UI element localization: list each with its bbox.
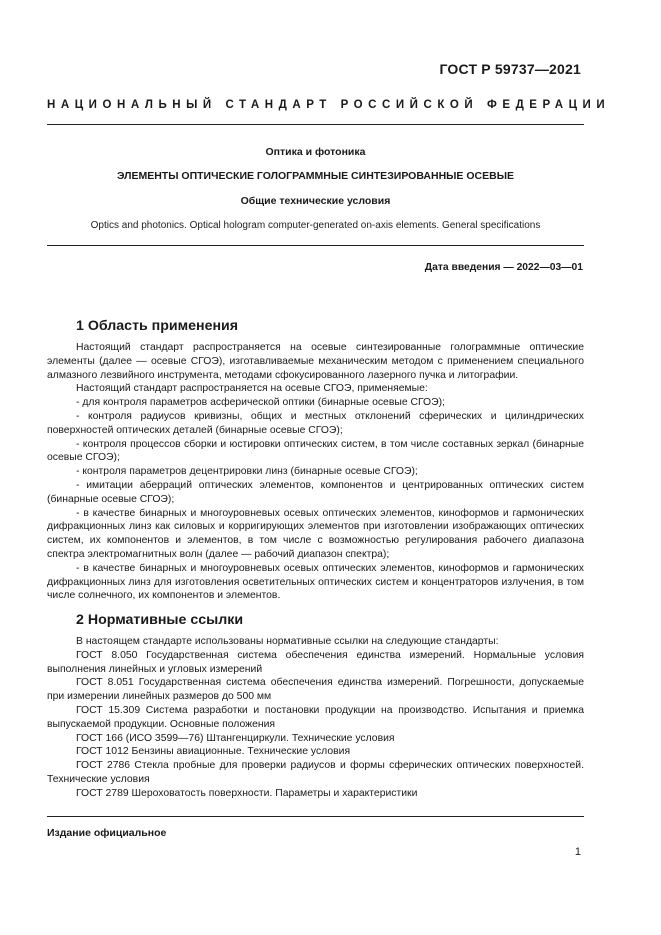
divider-footer xyxy=(47,816,584,817)
national-standard-banner: НАЦИОНАЛЬНЫЙ СТАНДАРТ РОССИЙСКОЙ ФЕДЕРАЦИИ xyxy=(47,99,611,111)
list-item: - контроля радиусов кривизны, общих и местных отклонений сферических и цилиндрических поверхностей оптических деталей (бинарные осевые СГОЭ); xyxy=(47,410,584,436)
divider-title xyxy=(47,245,584,246)
title-english: Optics and photonics. Optical hologram computer-generated on-axis elements. General specifications xyxy=(90,220,541,231)
title-sub: Общие технические условия xyxy=(240,195,391,207)
reference-item: ГОСТ 8.050 Государственная система обеспечения единства измерений. Нормальные условия выполнения линейных и угловых измерений xyxy=(47,649,584,675)
reference-item: ГОСТ 166 (ИСО 3599—76) Штангенциркули. Технические условия xyxy=(76,732,395,744)
list-item: - в качестве бинарных и многоуровневых осевых оптических элементов, киноформов и гармонических дифракционных линз для изготовления осветительных оптических систем и концентраторов излучения, в том числе солнечного, их компонентов и элементов. xyxy=(47,562,584,602)
paragraph: Настоящий стандарт распространяется на осевые синтезированные голограммные оптические элементы (далее — осевые СГОЭ), изготавливаемые механическим методом с применением специального алмазного лезвийного инструмента, методами сфокусированного лазерного пучка и литографии. xyxy=(47,342,584,381)
standard-designation: ГОСТ Р 59737—2021 xyxy=(439,61,581,77)
section-1-body xyxy=(47,341,584,603)
title-group: Оптика и фотоника xyxy=(265,146,366,158)
list-item: - в качестве бинарных и многоуровневых осевых оптических элементов, киноформов и гармонических дифракционных линз как силовых и корригирующих элементов при изготовлении изображающих оптических систем, их компонентов и элементов, в том числе с возможностью регулирования рабочего диапазона спектра электромагнитных волн (далее — рабочий диапазон спектра); xyxy=(47,507,584,560)
reference-item: ГОСТ 1012 Бензины авиационные. Технические условия xyxy=(76,746,351,758)
reference-item: ГОСТ 2786 Стекла пробные для проверки радиусов и формы сферических оптических поверхностей. Технические условия xyxy=(47,760,584,785)
list-item: - контроля процессов сборки и юстировки оптических систем, в том числе составных зеркал (бинарные осевые СГОЭ); xyxy=(47,438,584,464)
title-main: ЭЛЕМЕНТЫ ОПТИЧЕСКИЕ ГОЛОГРАММНЫЕ СИНТЕЗИРОВАННЫЕ ОСЕВЫЕ xyxy=(117,170,514,182)
section-2-heading: 2 Нормативные ссылки xyxy=(76,612,244,628)
paragraph: Настоящий стандарт распространяется на осевые СГОЭ, применяемые: xyxy=(76,383,428,395)
paragraph: В настоящем стандарте использованы нормативные ссылки на следующие стандарты: xyxy=(76,636,499,647)
reference-item: ГОСТ 2789 Шероховатость поверхности. Параметры и характеристики xyxy=(76,787,418,799)
list-item: - для контроля параметров асферической оптики (бинарные осевые СГОЭ); xyxy=(76,397,445,409)
list-item: - имитации аберраций оптических элементов, компонентов и центрированных оптических систем (бинарные осевые СГОЭ); xyxy=(47,479,584,505)
introduction-date: Дата введения — 2022—03—01 xyxy=(424,262,583,273)
divider-top xyxy=(47,124,584,125)
reference-item: ГОСТ 8.051 Государственная система обеспечения единства измерений. Погрешности, допускаемые при измерении линейных размеров до 500 мм xyxy=(47,677,584,703)
page-number: 1 xyxy=(574,846,581,858)
list-item: - контроля параметров децентрировки линз (бинарные осевые СГОЭ); xyxy=(76,466,418,478)
section-1-heading: 1 Область применения xyxy=(76,318,239,334)
official-edition-label: Издание официальное xyxy=(47,827,167,839)
reference-item: ГОСТ 15.309 Система разработки и постановки продукции на производство. Испытания и приемка выпускаемой продукции. Основные положения xyxy=(47,704,584,730)
section-2-body xyxy=(47,635,584,801)
